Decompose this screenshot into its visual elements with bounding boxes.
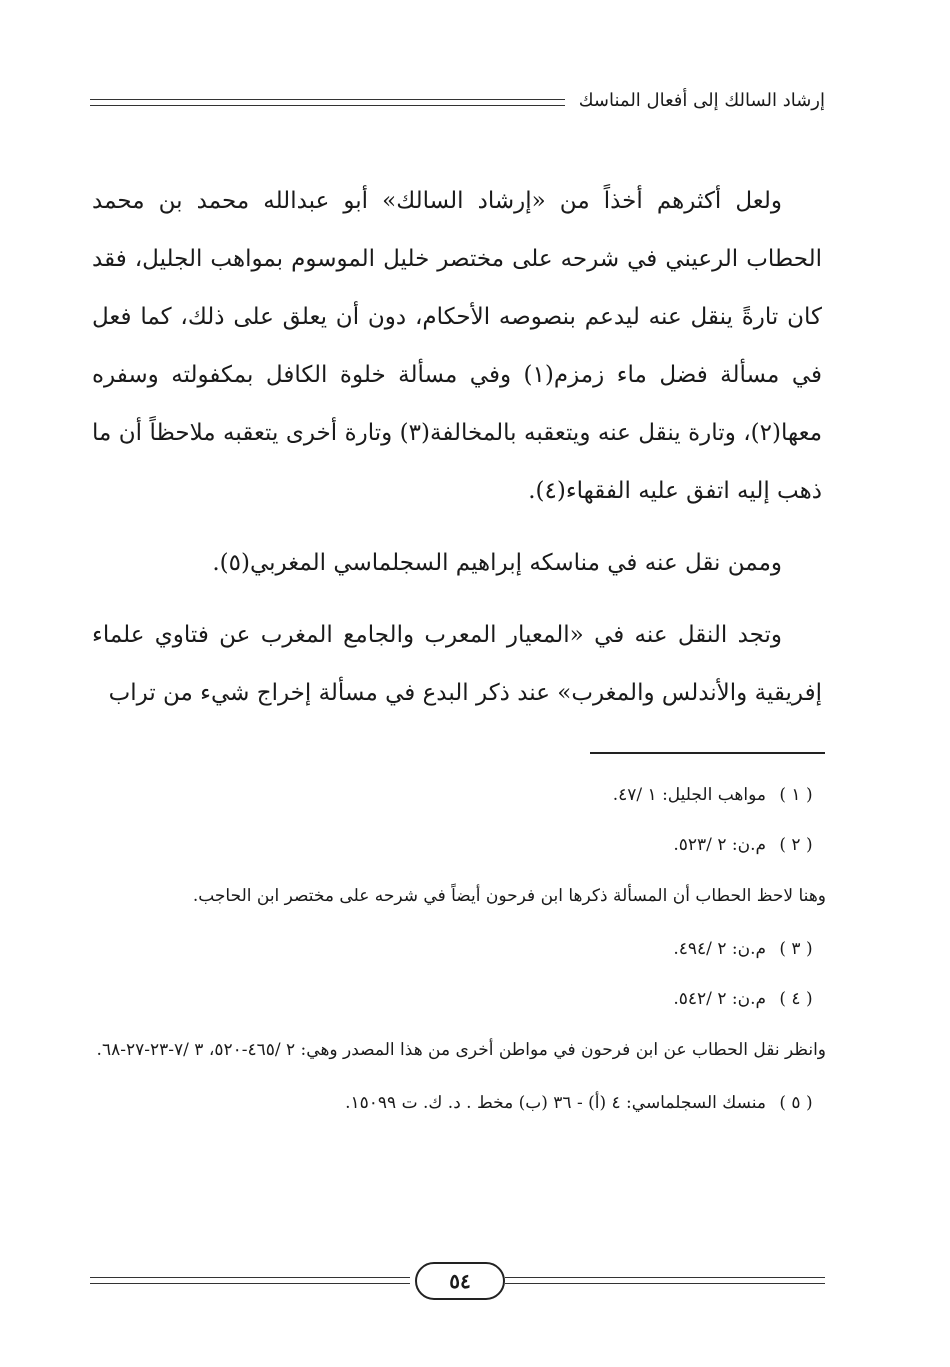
footnote-5 [88, 1078, 826, 1128]
main-text [92, 172, 822, 722]
footnote-number: ( ١ ) [779, 785, 813, 805]
footnote-3 [88, 924, 826, 974]
page-number: ٥٤ [415, 1262, 505, 1300]
footnote-text: م.ن: ٢ /٥٢٣. [673, 835, 766, 855]
paragraph: وتجد النقل عنه في «المعيار المعرب والجامع المغرب عن فتاوي علماء إفريقية والأندلس والمغرب» عند ذكر البدع في مسألة إخراج شيء من تراب [92, 622, 822, 706]
footnote-number: ( ٢ ) [779, 835, 813, 855]
header-title: إرشاد السالك إلى أفعال المناسك [578, 89, 825, 111]
footnote-2 [88, 820, 826, 870]
footnote-text: مواهب الجليل: ١ /٤٧. [612, 785, 766, 805]
header-rule [90, 99, 565, 106]
footer-rule-right [505, 1277, 825, 1284]
footnote-text: م.ن: ٢ /٥٤٢. [673, 989, 766, 1009]
paragraph: وممن نقل عنه في مناسكه إبراهيم السجلماسي المغربي(٥). [212, 550, 782, 576]
footnote-number: ( ٥ ) [779, 1093, 813, 1113]
footnote-4 [88, 974, 826, 1024]
running-header [90, 80, 825, 120]
footnote-text: م.ن: ٢ /٤٩٤. [673, 939, 766, 959]
footnote-1 [88, 770, 826, 820]
footnote-text: منسك السجلماسي: ٤ (أ) - ٣٦ (ب) مخط . د. ك. ت ١٥٠٩٩. [345, 1093, 766, 1113]
footnote-4-continuation: وانظر نقل الحطاب عن ابن فرحون في مواطن أخرى من هذا المصدر وهي: ٢ /٤٦٥-٥٢٠، ٣ /٧-٢٣-٢٧-٦٨. [96, 1040, 826, 1060]
footer-rule-left [90, 1277, 410, 1284]
footnotes [88, 770, 826, 1128]
footnote-2-continuation: وهنا لاحظ الحطاب أن المسألة ذكرها ابن فرحون أيضاً في شرحه على مختصر ابن الحاجب. [192, 886, 826, 906]
footnote-number: ( ٤ ) [779, 989, 813, 1009]
footnote-number: ( ٣ ) [779, 939, 813, 959]
footnote-separator [590, 752, 825, 754]
page-footer [90, 1262, 825, 1302]
paragraph: ولعل أكثرهم أخذاً من «إرشاد السالك» أبو عبدالله محمد بن محمد الحطاب الرعيني في شرحه على مختصر خليل الموسوم بمواهب الجليل، فقد كان تارةً ينقل عنه ليدعم بنصوصه الأحكام، دون أن يعلق على ذلك، كما فعل في مسألة فضل ماء زمزم(١) وفي مسألة خلوة الكافل بمكفولته وسفره معها(٢)، وتارة ينقل عنه ويتعقبه بالمخالفة(٣) وتارة أخرى يتعقبه ملاحظاً أن ما ذهب إليه اتفق عليه الفقهاء(٤). [92, 188, 823, 504]
